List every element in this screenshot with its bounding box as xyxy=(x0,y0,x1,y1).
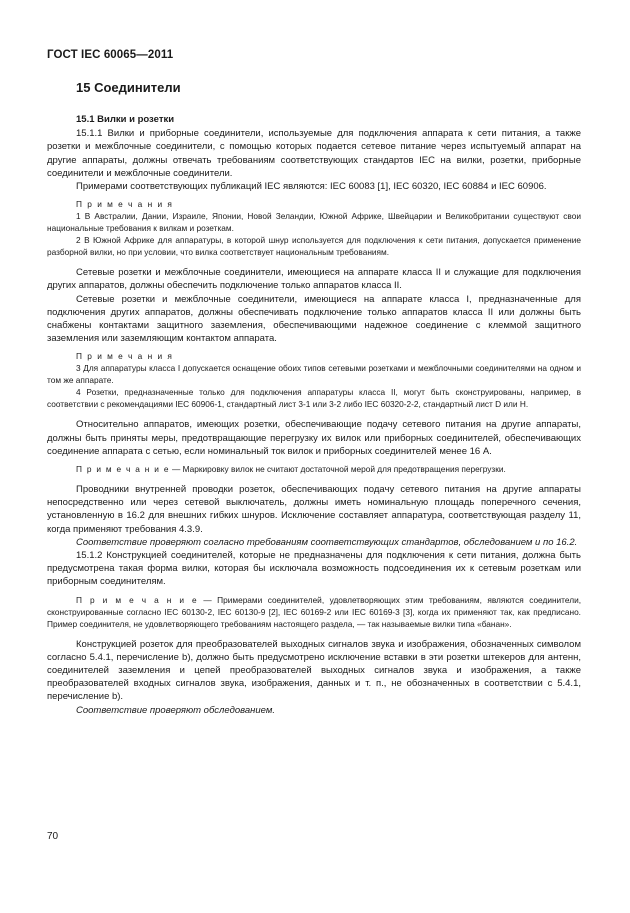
note-text: — Примерами соединителей, удовлетворяющих этим требованиям, являются соединители, сконструированные согласно IEC 60130-2, IEC 60130-9 [2], IEC 60169-2 или IEC 60169-3 [3], когда их применяют так, как предписано. Пример соединителя, не удовлетворяющего требованиям настоящего раздела, — так называемые вилки типа «банан». xyxy=(47,594,582,629)
paragraph-15-1-2: 15.1.2 Конструкцией соединителей, которые не предназначены для подключения к сети питания, должна быть предусмотрена такая форма вилки, которая бы исключала возможность подсоединения их к сетевым розеткам или приборным соединителям. xyxy=(47,550,581,588)
subsection-title: 15.1 Вилки и розетки xyxy=(76,114,175,125)
paragraph-transducer-sockets: Конструкцией розеток для преобразователей выходных сигналов звука и изображения, обозначенных символом согласно 5.4.1, перечисление b), должно быть предусмотрено исключение вставки в эти розетки штекеров для антенн, соединителей заземления и цепей преобразователей выходных сигналов звука и изображения, а также преобразователей входных сигналов звука, изображения, данных и т. п., не обозначенных в соответствии с 5.4.1, перечисление b). xyxy=(47,638,581,703)
paragraph-15-1-1: 15.1.1 Вилки и приборные соединители, используемые для подключения аппарата к сети питания, а также розетки и межблочные соединители, с помощью которых подается сетевое питание через испытуемый аппарат на другие аппараты, должны отвечать требованиям соответствующих стандартов IEC на вилки, розетки, приборные соединители и межблочные соединители. xyxy=(47,128,581,179)
paragraph-examples: Примерами соответствующих публикаций IEC являются: IEC 60083 [1], IEC 60320, IEC 60884 и IEC 60906. xyxy=(76,181,547,193)
note-marking xyxy=(47,463,581,475)
note-4: 4 Розетки, предназначенные только для подключения аппаратуры класса II, могут быть сконструированы, например, в соответствии с рекомендациями IEC 60906-1, стандартный лист 3-1 или 3-2 либо IEC 60320-2-2, стандартный лист D или H. xyxy=(47,387,581,410)
note-connectors xyxy=(47,594,581,630)
paragraph-overload: Относительно аппаратов, имеющих розетки, обеспечивающие подачу сетевого питания на другие аппараты, должны быть приняты меры, предотвращающие перегрузку их вилок или приборных соединителей, обеспечивающих соединение аппарата с сетью, если номинальный ток вилок и приборных соединителей менее 16 А. xyxy=(47,419,581,457)
paragraph-wiring: Проводники внутренней проводки розеток, обеспечивающих подачу сетевого питания на другие аппараты непосредственно или через сетевой выключатель, должны иметь номинальную площадь поперечного сечения, установленную в 16.2 для внешних гибких шнуров. Исключение составляет аппаратура, соответствующая разделу 11, когда применяют требования 4.3.9. xyxy=(47,484,581,535)
note-1: 1 В Австралии, Дании, Израиле, Японии, Новой Зеландии, Южной Африке, Швейцарии и Великобритании существуют свои национальные требования к вилкам и розеткам. xyxy=(47,211,581,234)
paragraph-class-i-sockets: Сетевые розетки и межблочные соединители, имеющиеся на аппарате класса I, предназначенные для подключения других аппаратов, должны обеспечивать подключение только аппаратов класса II или должны быть снабжены контактами защитного заземления, обеспечивающими надежное соединение с клеммой защитного заземления или заземляющим контактом аппарата. xyxy=(47,293,581,345)
note-2: 2 В Южной Африке для аппаратуры, в которой шнур используется для подключения к сети питания, допускается применение разборной вилки, но при условии, что вилка соответствует национальным требованиям. xyxy=(47,235,581,258)
section-title: 15 Соединители xyxy=(76,80,181,95)
notes-heading: П р и м е ч а н и я xyxy=(76,199,174,210)
standard-header: ГОСТ IEC 60065—2011 xyxy=(47,49,174,61)
page-content xyxy=(47,80,581,717)
notes-heading: П р и м е ч а н и я xyxy=(76,351,174,362)
page-number: 70 xyxy=(47,831,59,842)
note-3: 3 Для аппаратуры класса I допускается оснащение обоих типов сетевыми розетками и межблочными соединителями на одном и том же аппарате. xyxy=(47,363,581,386)
note-label: П р и м е ч а н и е xyxy=(76,464,170,475)
note-label: П р и м е ч а н и е xyxy=(76,594,198,605)
note-text: — Маркировку вилок не считают достаточной мерой для предотвращения перегрузки. xyxy=(169,464,506,475)
paragraph-compliance-2: Соответствие проверяют обследованием. xyxy=(76,704,275,716)
paragraph-compliance-1: Соответствие проверяют согласно требованиям соответствующих стандартов, обследованием и по 16.2. xyxy=(76,536,578,548)
paragraph-class-ii-sockets: Сетевые розетки и межблочные соединители, имеющиеся на аппарате класса II и служащие для подключения других аппаратов, должны обеспечить подключение только аппаратов класса II. xyxy=(47,267,581,292)
